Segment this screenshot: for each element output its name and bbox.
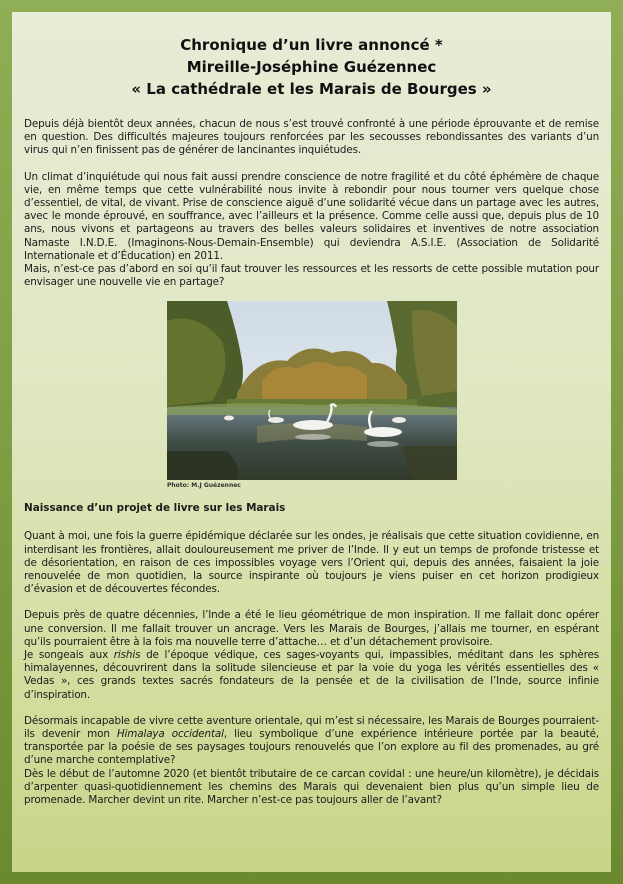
rishis-term: rishis: [113, 649, 141, 662]
section-paragraph-3: [24, 649, 599, 702]
intro-paragraph-3: Mais, n’est-ce pas d’abord en soi qu’il faut trouver les ressources et les ressorts de cette possible mutation pour envisager une nouvelle vie en partage?: [24, 263, 599, 289]
himalaya-term: Himalaya occidental: [116, 728, 224, 741]
article-kicker: Chronique d’un livre annoncé *: [180, 36, 443, 54]
intro-paragraph-2: Un climat d’inquiétude qui nous fait aussi prendre conscience de notre fragilité et du côté éphémère de chaque vie, en même temps que cette vulnérabilité nous invite à rebondir pour nous tourner vers quelque chose d’essentiel, de vital, de vivant. Prise de conscience aiguë d’une solidarité vécue dans un partage avec les autres, avec le monde éprouvé, en souffrance, avec l’ailleurs et la présence. Comme celle aussi que, depuis plus de 10 ans, nous vivons et partageons au travers des belles valeurs solidaires et inventives de notre association Namaste I.N.D.E. (Imaginons-Nous-Demain-Ensemble) qui deviendra A.S.I.E. (Association de Solidarité Internationale et d’Éducation) en 2011.: [24, 170, 599, 262]
section-paragraph-5: Dès le début de l’automne 2020 (et bientôt tributaire de ce carcan covidal : une heure/un kilomètre), je décidais d’arpenter quasi-quotidiennement les chemins des Marais qui devenaient bien plus qu’un simple lieu de promenade. Marcher devint un rite. Marcher n’est-ce pas toujours aller de l’avant?: [24, 767, 599, 807]
section-paragraph-4: [24, 715, 599, 768]
section-paragraph-2: Depuis près de quatre décennies, l’Inde a été le lieu géométrique de mon inspiration. Il me fallait donc opérer une conversion. Il me fallait trouver un ancrage. Vers les Marais de Bourges, j’allais me tourner, en espérant qu’ils pourraient être à la fois ma nouvelle terre d’attache… et d’un détachement provisoire.: [24, 609, 599, 648]
paragraph-3-end: de l’époque védique, ces sages-voyants qui, impassibles, méditant dans les sphères himalayennes, découvrirent dans la solitude silencieuse et par la voie du yoga les vérités essentielles des « Vedas », ces grands textes sacrés fondateurs de la pensée et de la civilisation de l’Inde, source infinie d’inspiration.: [24, 649, 599, 701]
paragraph-4-end: , lieu symbolique d’une expérience intérieure portée par la beauté, transportée par la poésie de ses paysages toujours renouvelés que l’on explore au fil des promenades, au gré d’une marche contemplative?: [24, 728, 599, 767]
author-name: Mireille-Joséphine Guézennec: [186, 58, 437, 76]
intro-paragraph-1: Depuis déjà bientôt deux années, chacun de nous s’est trouvé confronté à une période éprouvante et de remise en question. Des difficultés majeures toujours renforcées par les secousses rebondissantes des variants d’un virus qui n’en finissent pas de générer de lancinantes inquiétudes.: [24, 118, 599, 157]
article-header: [24, 34, 599, 100]
photo-credit: Photo: M.J Guézennec: [167, 482, 241, 490]
section-heading: Naissance d’un projet de livre sur les Marais: [24, 502, 286, 515]
photo-block: [167, 301, 457, 490]
article-page: [12, 12, 611, 872]
swans-marsh-photo: [167, 301, 457, 480]
book-title: « La cathédrale et les Marais de Bourges »: [131, 80, 492, 98]
paragraph-3-start: Je songeais aux: [24, 649, 114, 662]
section-paragraph-1: Quant à moi, une fois la guerre épidémique déclarée sur les ondes, je réalisais que cette situation covidienne, en interdisant les frontières, allait douloureusement me priver de l’Inde. Il y eut un temps de profonde tristesse et de désorientation, en raison de ces impossibles voyage vers l’Orient qui, depuis des années, faisaient la joie renouvelée de mon quotidien, la source inspirante où toujours je viens puiser en cet horizon prodigieux d’évasion et de découvertes fécondes.: [24, 530, 599, 596]
paragraph-4-start: Désormais incapable de vivre cette aventure orientale, qui m’est si nécessaire, les Marais de Bourges pourraient-ils devenir mon: [24, 714, 599, 741]
